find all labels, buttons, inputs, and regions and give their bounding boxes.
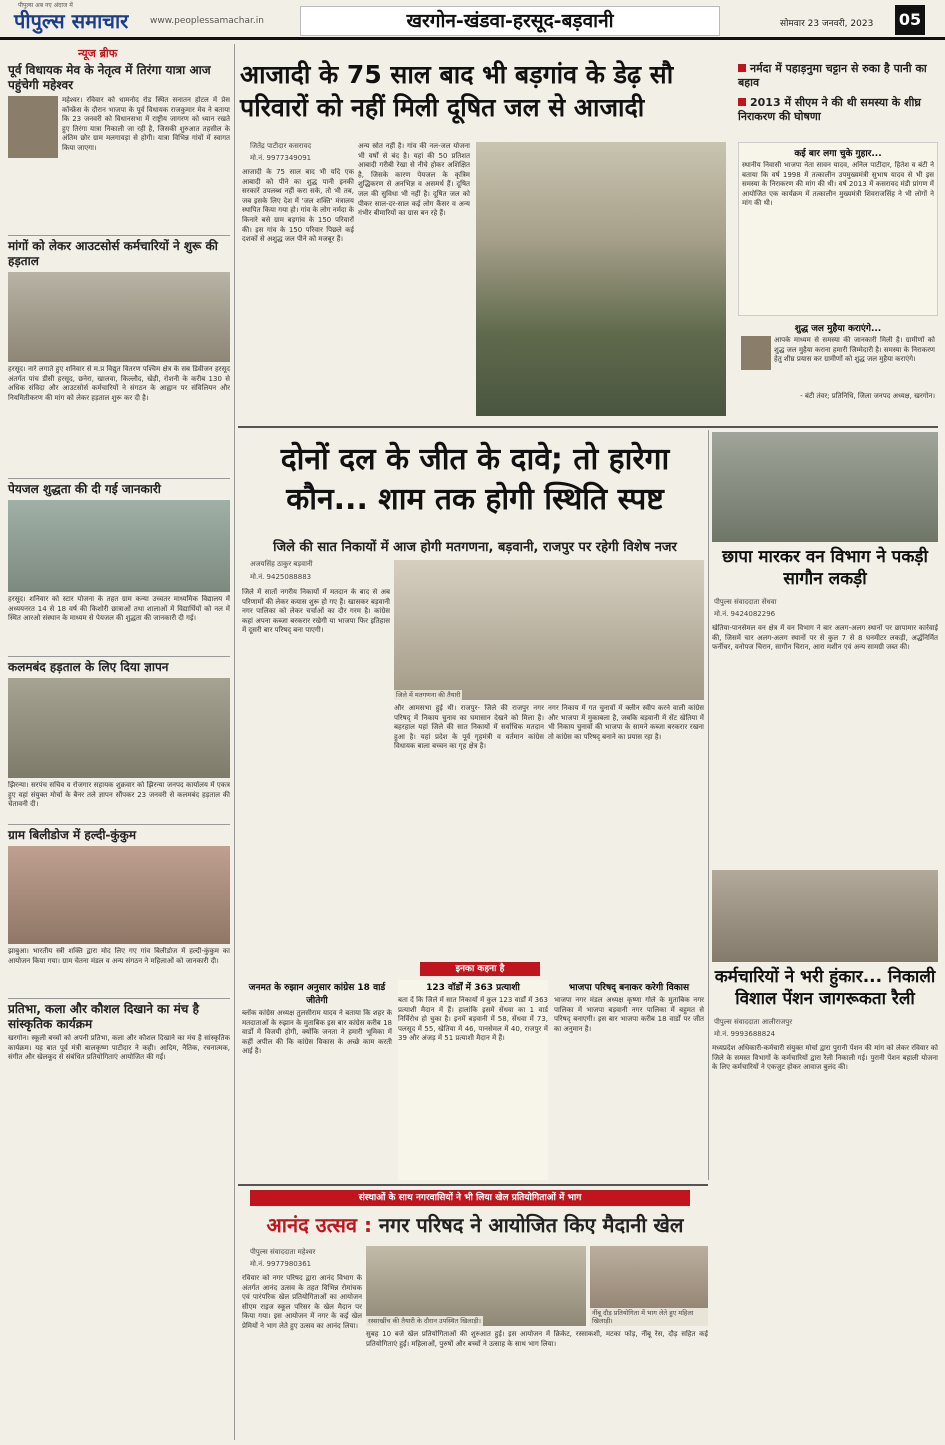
- brief-3-title: पेयजल शुद्धता की दी गई जानकारी: [8, 482, 161, 496]
- story1-box-text: स्थानीय निवासी भाजपा नेता सावन यादव, अनिल पाटीदार, हितेश व बंटी ने बताया कि वर्ष 1998 में तत्कालीन उपमुख्यमंत्री सुभाष यादव से भी इस समस्या के निराकरण की मांग की थी। वर्ष 2013 में कसरावद मंडी प्रांगण में आयोजित एक कार्यक्रम में तत्कालीन मुख्यमंत्री शिवराजसिंह ने भी लोगों ने मांग की थी।: [742, 161, 934, 208]
- story3-text: खेतिया-पानसेमल वन क्षेत्र में वन विभाग ने बार अलग-अलग स्थानों पर छापामार कार्रवाई की, जिसमें चार अलग-अलग स्थानों पर से कुल 7 से 8 घनमीटर लकड़ी, अर्द्धनिर्मित फर्नीचर, वनोपज चिरान, सागौन चिरान, आरा मशीन एवं अन्य सामग्री जब्त की।: [712, 624, 938, 652]
- news-brief-tag: न्यूज ब्रीफ: [78, 47, 118, 60]
- story1-box: [738, 142, 938, 316]
- newspaper-logo: पीपुल्स समाचार: [14, 9, 129, 33]
- brief-2-text: हरसूद। नारे लगाते हुए शनिवार से म.प्र विद्युत वितरण पश्चिम क्षेत्र के सब डिवीजन हरसूद अंतर्गत पांच डीसी हरसूद, छनेरा, खालवा, किल्लौद, खेड़ी, रोशनी के करीब 130 से अधिक संविदा और आउटसोर्स कर्मचारियों ने संगठन के आह्वान पर संविलियन और नियमितीकरण की मांग को लेकर हड़ताल शुरू कर दी है।: [8, 365, 230, 402]
- opinion-bjp-title: भाजपा परिषद् बनाकर करेगी विकास: [568, 983, 690, 993]
- website-url[interactable]: www.peoplessamachar.in: [150, 16, 264, 26]
- counting-prep-photo: [394, 560, 704, 700]
- news-brief-column: [8, 46, 230, 1438]
- story1-text-col2: अन्य स्रोत नहीं है। गांव की नल-जल योजना भी वर्षों से बंद है। यहां की 50 प्रतिशत आबादी गरीबी रेखा से नीचे होकर अशिक्षित है, जिसके कारण पेयजल के कृत्रिम शुद्धिकरण से अनभिज्ञ व असमर्थ हैं। दूषित जल की सुविधा भी नहीं है। दूषित जल को पीकर साल-दर-साल कई लोग कैंसर व अन्य गंभीर बीमारियों का ग्रास बन रहे हैं।: [358, 142, 470, 218]
- story5-headline-prefix: आनंद उत्सव :: [266, 1213, 372, 1237]
- tug-of-war-photo: [366, 1246, 586, 1326]
- mla-portrait: [8, 96, 58, 158]
- opinion-wards: [398, 980, 548, 1180]
- logo-tagline: पीपुल्स अब नए अंदाज में: [18, 2, 73, 9]
- story2-mobile: मो.नं. 9425088883: [250, 573, 312, 581]
- story2-photo-caption: जिले में मतगणना की तैयारी: [396, 691, 461, 699]
- story2-text-col1: जिले में सातों नगरीय निकायों में मतदान के बाद से अब परिणामों की लेकर कयास शुरू हो गए हैं। खासकर बड़वानी नगर पालिका को लेकर चर्चाओं का दौर गरम है। कांग्रेस कहां अपना कब्जा बरकरार रखेगी या भाजपा फिर इतिहास में दूसरी बार परिषद् बना पाएगी।: [242, 588, 390, 635]
- story3-headline: छापा मारकर वन विभाग ने पकड़ी सागौन लकड़ी: [722, 547, 928, 589]
- story4-byline: पीपुल्स संवाददाता आलीराजपुर: [714, 1018, 793, 1026]
- story5-mobile: मो.नं. 9977980361: [250, 1260, 312, 1268]
- story5-caption-1: रस्साखींच की तैयारी के दौरान उपस्थित खिलाड़ी।: [368, 1317, 482, 1325]
- brief-1-text: महेश्वर। रविवार को धामनोद रोड स्थित सनातन होटल में प्रेस कॉन्फ्रेंस के दौरान भाजपा के पूर्व विधायक राजकुमार मेव ने बताया कि 23 जनवरी को विधानसभा में राष्ट्रीय जागरण को ध्यान रखते हुए तिरंगा यात्रा निकाली जा रही है, जिसकी शुरुआत तहसील के अंतिम छोर ग्राम मलगावड़ा से होगी। यात्रा विभिन्न गांवों में स्वागत किया जाएगा।: [62, 96, 230, 152]
- story3-mobile: मो.नं. 9424082296: [714, 610, 776, 618]
- story1-mobile: मो.नं. 9977349091: [250, 154, 312, 162]
- section-title: खरगोन-खंडवा-हरसूद-बड़वानी: [300, 6, 720, 36]
- brief-6-text: खरगोन। स्कूली बच्चों को अपनी प्रतिभा, कला और कौशल दिखाने का मंच है सांस्कृतिक कार्यक्रम। यह बात पूर्व मंत्री बालकृष्ण पाटीदार ने कही। आदिम, नैतिक, रचनात्मक, संगीत और खेलकूद से संबंधित प्रतियोगिताएं आयोजित की गईं।: [8, 1034, 230, 1062]
- story1-highlights: [738, 62, 938, 124]
- issue-date: सोमवार 23 जनवरी, 2023: [780, 19, 874, 29]
- story2-headline: दोनों दल के जीत के दावे; तो हारेगा कौन... शाम तक होगी स्थिति स्पष्ट: [280, 442, 670, 517]
- story-divider-2: [238, 1184, 708, 1186]
- story2-text-col3: नगर निकाय में गत चुनावों में क्लीन स्वीप करने वाली कांग्रेस और भाजपा में मुकाबला है, जबकि बड़वानी में सेंट खेतिया में भी निकाय चुनावों की भाजपा के सामने कब्जा बरकरार रखना तो कांग्रेस का परिषद् बनाने का प्रयास रहा है।: [548, 704, 704, 741]
- opinion-bjp-text: भाजपा नगर मंडल अध्यक्ष कृष्णा गोले के मुताबिक नगर पालिका में भाजपा बड़वानी नगर पालिका में बहुमत से परिषद् बनाएगी। इस बार भाजपा करीब 18 वार्डों पर जीत का अनुमान है।: [554, 996, 704, 1033]
- pension-rally-photo: [712, 870, 938, 962]
- official-portrait: [741, 336, 771, 370]
- story5-text-col2: सुबह 10 बजे खेल प्रतियोगिताओं की शुरुआत हुई। इस आयोजन में क्रिकेट, रस्साकशी, मटका फोड़, नींबू रेस, दौड़ सहित कई प्रतियोगिताएं हुईं। महिलाओं, पुरुषों और बच्चों ने उत्साह के साथ भाग लिया।: [366, 1330, 708, 1348]
- story1-quote-text: आपके माध्यम से समस्या की जानकारी मिली है। ग्रामीणों को शुद्ध जल मुहैया कराना हमारी जिम्मेदारी है। समस्या के निराकरण हेतु शीघ्र प्रयास कर ग्रामीणों को शुद्ध जल मुहैया कराएंगे।: [774, 336, 935, 364]
- brief-3-text: हरसूद। शनिवार को स्टार योजना के तहत ग्राम कन्या उच्चतर माध्यमिक विद्यालय में अध्ययनरत 14 से 18 वर्ष की किशोरी छात्राओं तथा शालाओं में विद्यार्थियों को नल में स्थित आरओ संस्थान के माध्यम से पेयजल की शुद्धता की जानकारी दी गई।: [8, 595, 230, 623]
- story4-mobile: मो.नं. 9993688824: [714, 1030, 776, 1038]
- story1-text-col1: आजादी के 75 साल बाद भी यदि एक आबादी को पीने का शुद्ध पानी इनकी सरकारें उपलब्ध नहीं करा सके, तो भी तब, जब इसके लिए देश में 'जल शक्ति' मंत्रालय स्थापित किया गया हो। गांव के लोग नर्मदा के किनारे बसे ग्राम बड़गांव के 150 परिवारों की। इस गांव के 150 परिवार पिछले कई दशकों से अशुद्ध जल पीने को मजबूर हैं।: [242, 168, 354, 244]
- opinion-band: इनका कहना है: [420, 962, 540, 976]
- story1-quote-title: शुद्ध जल मुहैया कराएंगे...: [794, 324, 882, 334]
- story4-headline: कर्मचारियों ने भरी हुंकार... निकाली विशाल पेंशन जागरूकता रैली: [714, 967, 936, 1009]
- story1-bullet-2: 2013 में सीएम ने की थी समस्या के शीघ्र निराकरण की घोषणा: [738, 96, 921, 123]
- story3-byline: पीपुल्स संवाददाता सेंधवा: [714, 598, 777, 606]
- story2-deck: जिले की सात निकायों में आज होगी मतगणना, बड़वानी, राजपुर पर रहेगी विशेष नजर: [273, 540, 677, 555]
- story1-river-photo: [476, 142, 726, 416]
- brief-1-title: पूर्व विधायक मेव के नेतृत्व में तिरंगा यात्रा आज पहुंचेगी महेश्वर: [8, 63, 211, 92]
- story1-byline: जितेंद्र पाटीदार कसरावद: [250, 142, 312, 150]
- story1-box-title: कई बार लगा चुके गुहार...: [794, 149, 882, 159]
- page-number: 05: [895, 5, 925, 35]
- haldi-kumkum-photo: [8, 846, 230, 944]
- lemon-race-photo: [590, 1246, 708, 1326]
- story1-bullet-1: नर्मदा में पहाड़नुमा चट्टान से रुका है पानी का बहाव: [738, 62, 927, 89]
- story1-quote-byline: - बंटी तंवर; प्रतिनिधि, जिला जनपद अध्यक्ष, खरगोन।: [800, 392, 935, 400]
- brief-4-text: झिरन्या। सरपंच सचिव व रोजगार सहायक शुक्रवार को झिरन्या जनपद कार्यालय में एकत्र हुए वहां संयुक्त मोर्चा के बैनर तले ज्ञापन सौंपकर 23 जनवरी से कलमबंद हड़ताल की चेतावनी दी।: [8, 781, 230, 809]
- opinion-congress-title: जनमत के रुझान अनुसार कांग्रेस 18 वार्ड जीतेगी: [248, 983, 386, 1006]
- opinion-congress: [242, 980, 392, 1180]
- story2-text-col2: और आमसभा हुई थी। राजपुर- जिले की राजपुर नगर परिषद् में निकाय चुनाव का घमासान देखने को मिला है। बहरहाल यहां जिले की सात निकायों में सर्वाधिक मतदान हुआ है। यहां प्रदेश के पूर्व गृहमंत्री व वर्तमान कांग्रेस विधायक बाला बच्चन का गृह क्षेत्र है।: [394, 704, 544, 751]
- brief-5-title: ग्राम बिलीडोज में हल्दी-कुंकुम: [8, 828, 137, 842]
- opinion-wards-title: 123 वॉर्डों में 363 प्रत्याशी: [426, 983, 520, 993]
- brief-4-title: कलमबंद हड़ताल के लिए दिया ज्ञापन: [8, 660, 169, 674]
- forest-raid-photo: [712, 432, 938, 542]
- brief-2-title: मांगों को लेकर आउटसोर्स कर्मचारियों ने शुरू की हड़ताल: [8, 239, 218, 268]
- opinion-bjp: [554, 980, 704, 1180]
- story5-byline: पीपुल्स संवाददाता महेश्वर: [250, 1248, 316, 1256]
- students-photo: [8, 500, 230, 592]
- story-divider: [238, 426, 938, 428]
- story4-text: मध्यप्रदेश अधिकारी-कर्मचारी संयुक्त मोर्चा द्वारा पुरानी पेंशन की मांग को लेकर रविवार को जिले के समस्त विभागों के कर्मचारियों द्वारा रैली निकाली गई। पुरानी पेंशन बहाली योजना के लिए कर्मचारियों ने एकजुट होकर आवाज बुलंद की।: [712, 1044, 938, 1072]
- column-divider: [234, 44, 235, 1440]
- story1-headline: आजादी के 75 साल बाद भी बड़गांव के डेढ़ सौ परिवारों को नहीं मिली दूषित जल से आजादी: [240, 60, 674, 122]
- story5-headline: आनंद उत्सव : नगर परिषद ने आयोजित किए मैदानी खेल: [266, 1213, 684, 1237]
- opinion-congress-text: ब्लॉक कांग्रेस अध्यक्ष तुलसीराम यादव ने बताया कि शहर के मतदाताओं के रुझान के मुताबिक इस बार कांग्रेस करीब 18 वार्डों में विजयी होगी, क्योंकि जनता ने हमारी भूमिका में कहीं अपील की कि कांग्रेस विकास के अच्छे काम करती आई है।: [242, 1009, 392, 1056]
- brief-5-text: झाबुआ। भारतीय स्त्री शक्ति द्वारा मोद लिए गए गांव बिलीडोज में हल्दी-कुंकुम का आयोजन किया गया। ग्राम चेतना मंडल व अन्य संगठन ने महिलाओं को जानकारी दी।: [8, 947, 230, 965]
- brief-6-title: प्रतिभा, कला और कौशल दिखाने का मंच है सांस्कृतिक कार्यक्रम: [8, 1002, 199, 1031]
- strike-photo: [8, 272, 230, 362]
- story2-byline: अजयसिंह ठाकुर बड़वानी: [250, 560, 313, 568]
- memorandum-photo: [8, 678, 230, 778]
- story5-text-col1: रविवार को नगर परिषद द्वारा आनंद विभाग के अंतर्गत आनंद उत्सव के तहत विभिन्न रोमांचक एवं पारंपरिक खेल प्रतियोगिताओं का आयोजन सीएम राइज स्कूल परिसर के खेल मैदान पर किया गया। इस आयोजन में नगर के कई खेल प्रेमियों ने भाग लेते हुए उत्सव का आनंद लिया।: [242, 1274, 362, 1330]
- right-divider: [708, 430, 709, 1180]
- story5-strap: संस्थाओं के साथ नगरवासियों ने भी लिया खेल प्रतियोगिताओं में भाग: [250, 1190, 690, 1206]
- story1-quote: [738, 318, 938, 416]
- opinion-wards-text: बता दें कि जिले में सात निकायों में कुल 123 वार्डों में 363 प्रत्याशी मैदान में हैं। हालांकि इसमें सेंधवा का 1 वार्ड निर्विरोध हो चुका है। इनमें बड़वानी में 58, सेंधवा में 73, पलसूद में 55, खेतिया में 46, पानसेमल में 40, राजपुर में 39 और अंजड़ में 51 प्रत्याशी मैदान में हैं।: [398, 996, 548, 1043]
- story5-caption-2: नींबू दौड़ प्रतियोगिता में भाग लेते हुए महिला खिलाड़ी।: [590, 1308, 708, 1326]
